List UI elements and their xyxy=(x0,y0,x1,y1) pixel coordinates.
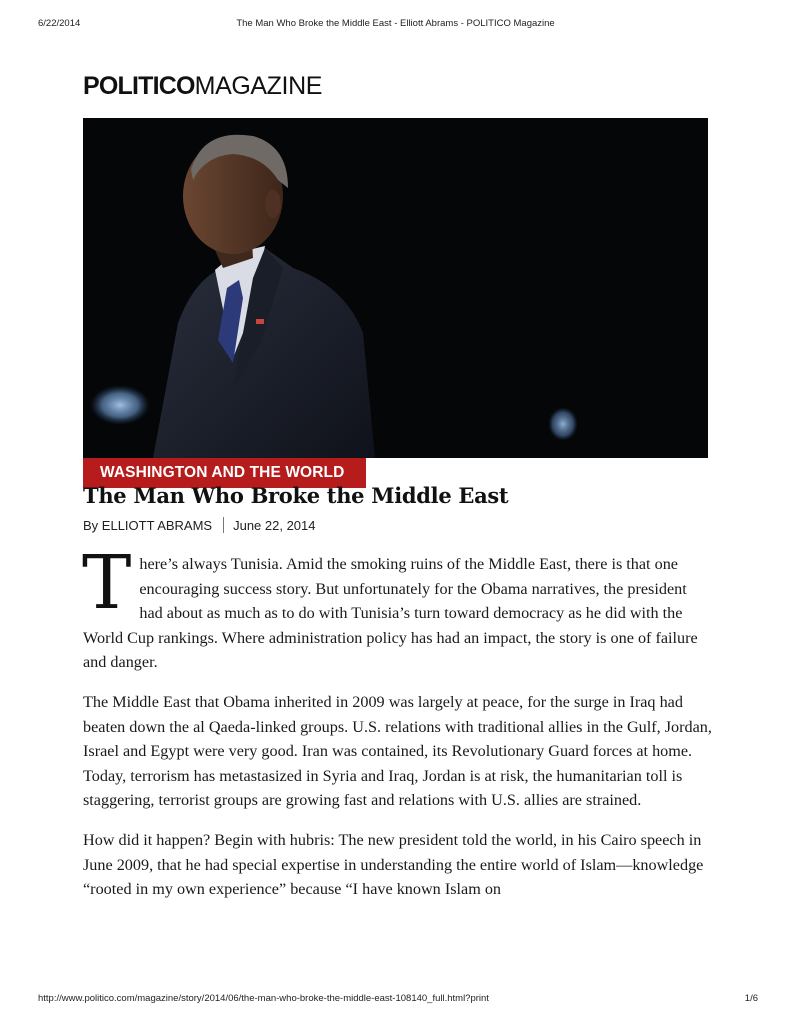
article-paragraph xyxy=(82,540,713,675)
hero-photo-illustration xyxy=(83,118,708,458)
logo-brand-bold: POLITICO xyxy=(83,72,195,100)
publish-date: June 22, 2014 xyxy=(233,517,316,533)
byline-divider xyxy=(223,517,224,533)
author-link[interactable]: ELLIOTT ABRAMS xyxy=(101,517,213,533)
article-paragraph: The Middle East that Obama inherited in 2009 was largely at peace, for the surge in Iraq had beaten down the al Qaeda-linked groups. U.S. relations with traditional allies in the Gulf, Jordan, Israel and Egypt were very good. Iran was contained, its Revolutionary Guard forces at home. Today, terrorism has metastasized in Syria and Iraq, Jordan is at risk, the humanitarian toll is staggering, terrorist groups are growing fast and relations with U.S. allies are strained. xyxy=(83,692,712,810)
article-headline: The Man Who Broke the Middle East xyxy=(83,483,509,508)
article-paragraph: How did it happen? Begin with hubris: The new president told the world, in his Cairo speech in June 2009, that he had special expertise in understanding the entire world of Islam—knowledge “rooted in my own experience” because “I have known Islam on xyxy=(83,830,704,899)
byline-prefix: By xyxy=(83,517,99,533)
print-date: 6/22/2014 xyxy=(38,18,81,29)
print-footer xyxy=(0,993,791,1007)
politico-magazine-logo[interactable] xyxy=(83,70,322,102)
section-tag[interactable]: WASHINGTON AND THE WORLD xyxy=(83,458,366,488)
hero-image xyxy=(83,118,708,458)
logo-brand-light: MAGAZINE xyxy=(194,72,323,100)
dropcap: T xyxy=(82,540,132,626)
print-header xyxy=(0,18,791,32)
print-url: http://www.politico.com/magazine/story/2014/06/the-man-who-broke-the-middle-east-108140_full.html?print xyxy=(38,993,489,1004)
paragraph-text: here’s always Tunisia. Amid the smoking ruins of the Middle East, there is that one encouraging success story. But unfortunately for the Obama narratives, the president had about as much as to do with Tunisia’s turn toward democracy as he did with the World Cup rankings. Where administration policy has had an impact, the story is one of failure and danger. xyxy=(83,555,698,672)
article-body xyxy=(82,540,713,917)
print-page-title: The Man Who Broke the Middle East - Elliott Abrams - POLITICO Magazine xyxy=(236,18,555,29)
byline xyxy=(83,516,316,534)
page-number: 1/6 xyxy=(744,993,758,1004)
